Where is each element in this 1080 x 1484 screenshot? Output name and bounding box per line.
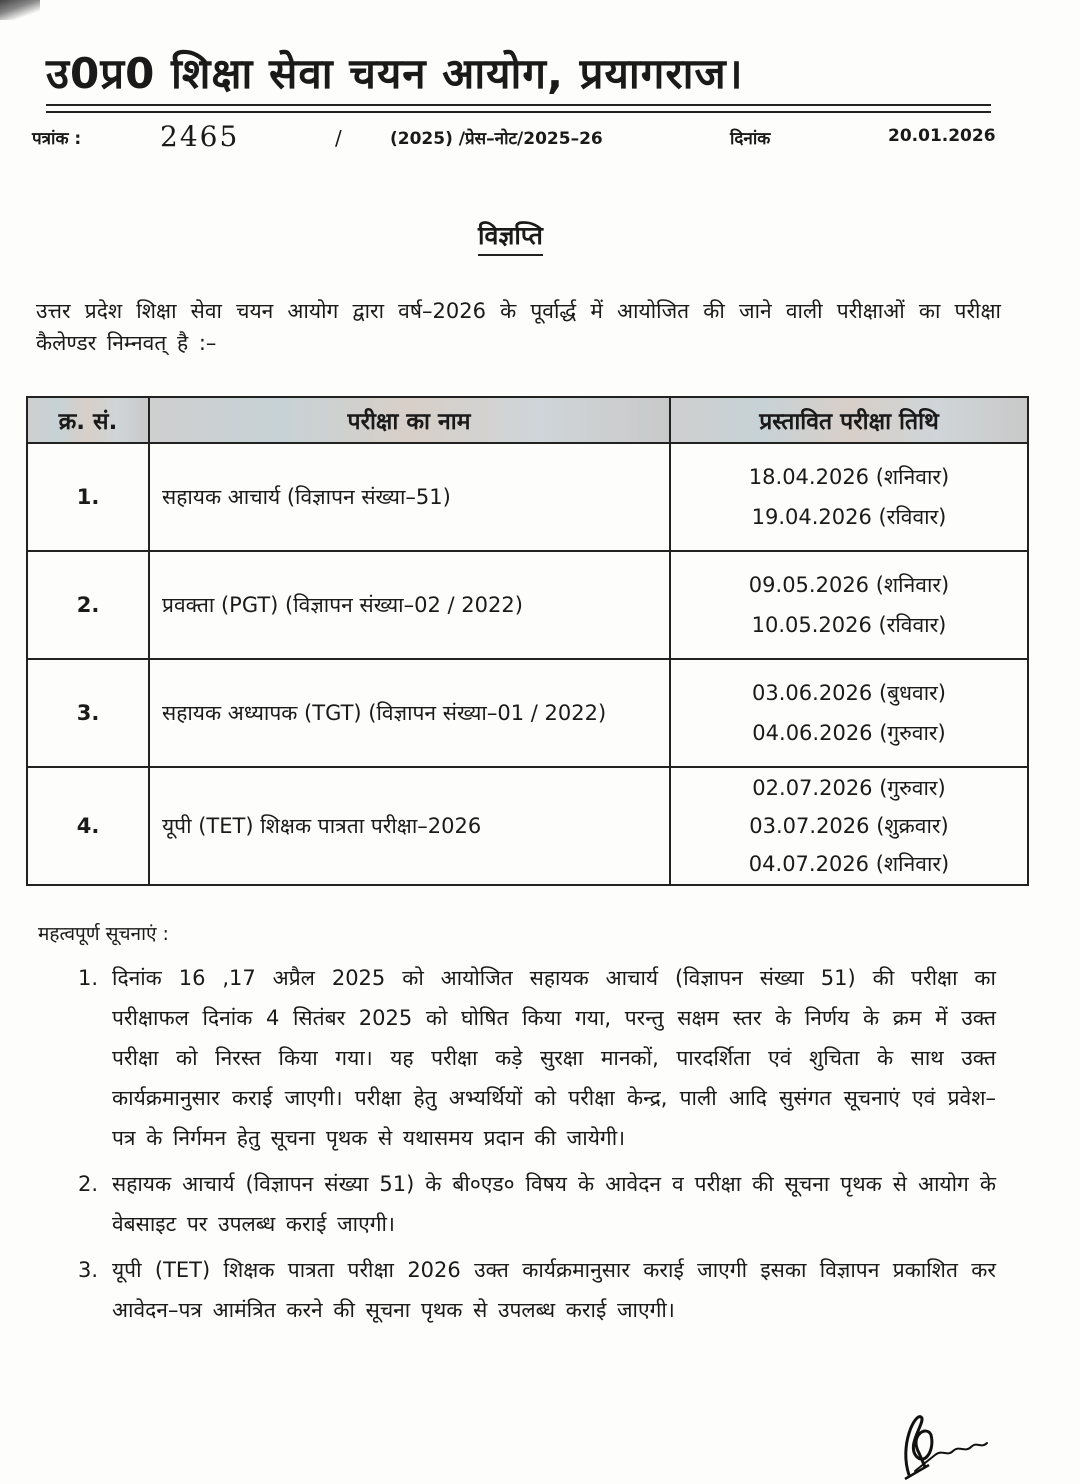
notice-number: 1. [78,966,99,990]
notice-text: यूपी (TET) शिक्षक पात्रता परीक्षा 2026 उक्त कार्यक्रमानुसार कराई जाएगी इसका विज्ञापन प्रकाशित कर आवेदन–पत्र आमंत्रित करने की सूचना पृथक से उपलब्ध कराई जाएगी। [112,1258,996,1322]
notice-item [78,1250,996,1330]
header-serial-no: क्र. सं. [27,397,149,443]
exam-date: 03.06.2026 (बुधवार) [752,681,946,705]
row-exam-name: प्रवक्ता (PGT) (विज्ञापन संख्या–02 / 2022) [149,551,670,659]
row-serial-no: 4. [27,767,149,885]
date-value: 20.01.2026 [888,126,996,146]
letter-no-label: पत्रांक : [32,129,82,149]
header-exam-name: परीक्षा का नाम [149,397,670,443]
notice-heading: विज्ञप्ति [478,218,543,256]
table-row [27,551,1028,659]
handwritten-signature-icon [895,1405,995,1480]
date-label: दिनांक [730,129,771,149]
important-notices-label: महत्वपूर्ण सूचनाएं : [38,923,169,945]
row-serial-no: 1. [27,443,149,551]
exam-date: 10.05.2026 (रविवार) [751,613,947,637]
row-exam-name: सहायक अध्यापक (TGT) (विज्ञापन संख्या–01 / 2022) [149,659,670,767]
table-row [27,767,1028,885]
intro-paragraph: उत्तर प्रदेश शिक्षा सेवा चयन आयोग द्वारा वर्ष–2026 के पूर्वार्द्ध में आयोजित की जाने वाली परीक्षाओं का परीक्षा कैलेण्डर निम्नवत् है :– [36,299,1001,355]
exam-date: 09.05.2026 (शनिवार) [748,573,950,597]
notice-item [78,958,996,1158]
exam-calendar-table [26,396,1029,886]
important-notices-list [78,958,996,1336]
title-double-underline [46,104,991,113]
row-exam-dates [670,443,1028,551]
notice-number: 3. [78,1258,99,1282]
row-exam-dates [670,659,1028,767]
table-header-row [27,397,1028,443]
notice-item [78,1164,996,1244]
row-exam-name: सहायक आचार्य (विज्ञापन संख्या–51) [149,443,670,551]
notice-text: सहायक आचार्य (विज्ञापन संख्या 51) के बी०एड० विषय के आवेदन व परीक्षा की सूचना पृथक से आयोग के वेबसाइट पर उपलब्ध कराई जाएगी। [112,1172,996,1236]
notice-number: 2. [78,1172,99,1196]
exam-date: 02.07.2026 (गुरुवार) [752,776,946,800]
exam-date: 18.04.2026 (शनिवार) [748,465,950,489]
row-serial-no: 3. [27,659,149,767]
row-exam-dates [670,551,1028,659]
exam-date: 04.07.2026 (शनिवार) [748,852,950,876]
table-row [27,443,1028,551]
row-exam-name: यूपी (TET) शिक्षक पात्रता परीक्षा–2026 [149,767,670,885]
page-corner-shadow [0,0,40,20]
exam-date: 03.07.2026 (शुक्रवार) [749,814,949,838]
letter-reference: (2025) /प्रेस–नोट/2025–26 [390,129,603,149]
org-title: उ0प्र0 शिक्षा सेवा चयन आयोग, प्रयागराज। [46,49,744,98]
letter-no-handwritten: 2465 [160,120,240,153]
table-row [27,659,1028,767]
exam-date: 19.04.2026 (रविवार) [751,505,947,529]
header-proposed-date: प्रस्तावित परीक्षा तिथि [670,397,1028,443]
row-serial-no: 2. [27,551,149,659]
notice-text: दिनांक 16 ,17 अप्रैल 2025 को आयोजित सहायक आचार्य (विज्ञापन संख्या 51) की परीक्षा का परीक्षाफल दिनांक 4 सितंबर 2025 को घोषित किया गया, परन्तु सक्षम स्तर के निर्णय के क्रम में उक्त परीक्षा को निरस्त किया गया। यह परीक्षा कड़े सुरक्षा मानकों, पारदर्शिता एवं शुचिता के साथ उक्त कार्यक्रमानुसार कराई जाएगी। परीक्षा हेतु अभ्यर्थियों को परीक्षा केन्द्र, पाली आदि सुसंगत सूचनाएं एवं प्रवेश–पत्र के निर्गमन हेतु सूचना पृथक से यथासमय प्रदान की जायेगी। [112,966,996,1150]
row-exam-dates [670,767,1028,885]
exam-date: 04.06.2026 (गुरुवार) [752,721,946,745]
letter-no-slash: / [335,126,342,150]
